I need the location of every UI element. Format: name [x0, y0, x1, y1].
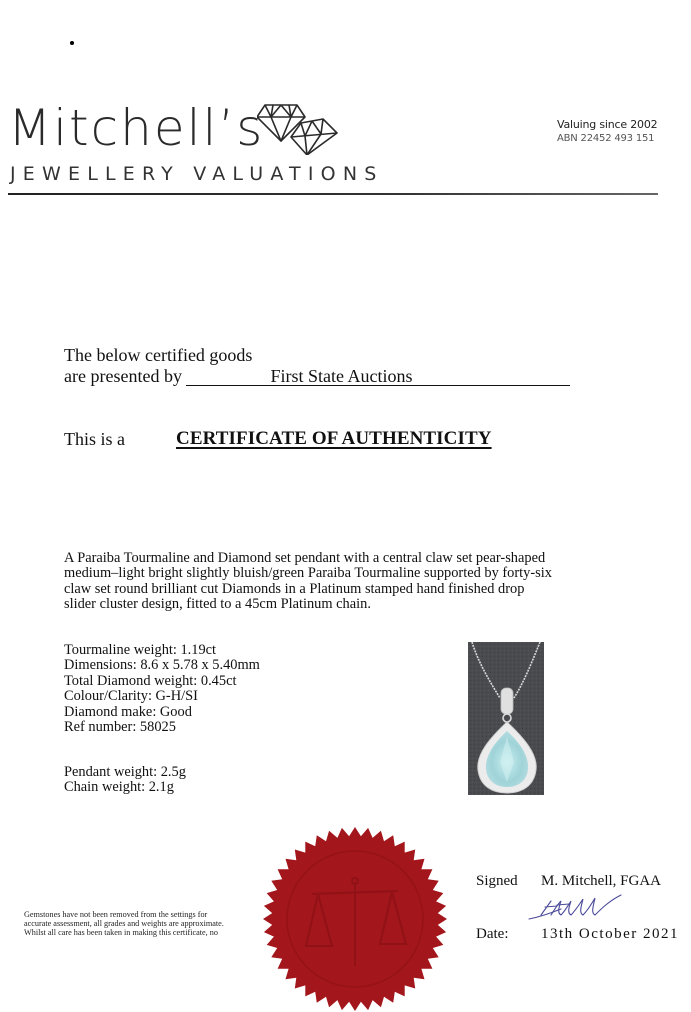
specifications-list: [64, 643, 260, 735]
presented-by-label: are presented by: [64, 366, 187, 386]
certificate-prefix: This is a: [64, 429, 125, 449]
spec-total-diamond-weight: Total Diamond weight: 0.45ct: [64, 672, 237, 689]
description-line: claw set round brilliant cut Diamonds in a Platinum stamped hand finished drop: [64, 580, 525, 597]
weights-list: [64, 765, 186, 796]
disclaimer-line: Whilst all care has been taken in making this certificate, no: [24, 928, 218, 938]
pendant-illustration: [468, 642, 544, 795]
description-line: A Paraiba Tourmaline and Diamond set pendant with a central claw set pear-shaped: [64, 550, 546, 566]
date-value: 13th October 2021: [541, 926, 679, 942]
disclaimer: [24, 910, 224, 938]
date-label: Date:: [476, 926, 509, 942]
signer-name: M. Mitchell, FGAA: [541, 873, 661, 889]
item-description: [64, 551, 564, 613]
diamonds-icon: [257, 103, 339, 155]
presented-by-line: [64, 366, 570, 387]
spec-ref-number: Ref number: 58025: [64, 719, 176, 736]
presented-by-value: First State Auctions: [270, 366, 413, 386]
spec-diamond-make: Diamond make: Good: [64, 703, 192, 720]
certificate-title: CERTIFICATE OF AUTHENTICITY: [176, 428, 492, 449]
intro-line: The below certified goods: [64, 345, 253, 365]
spec-colour-clarity: Colour/Clarity: G-H/SI: [64, 688, 198, 705]
handwritten-signature: [527, 893, 627, 923]
tagline: Valuing since 2002: [557, 118, 658, 131]
presented-by-field: [186, 367, 570, 386]
spec-tourmaline-weight: Tourmaline weight: 1.19ct: [64, 642, 217, 658]
chain-weight: Chain weight: 2.1g: [64, 779, 174, 796]
description-line: slider cluster design, fitted to a 45cm Platinum chain.: [64, 596, 371, 613]
description-line: medium–light bright slightly bluish/green Paraiba Tourmaline supported by forty-six: [64, 565, 552, 582]
spec-dimensions: Dimensions: 8.6 x 5.78 x 5.40mm: [64, 657, 260, 674]
wax-seal: [262, 826, 448, 1012]
abn-number: ABN 22452 493 151: [557, 133, 655, 144]
scan-speck: [70, 41, 74, 45]
disclaimer-line: Gemstones have not been removed from the settings for: [24, 910, 208, 919]
signed-label: Signed: [476, 873, 518, 889]
brand-name: Mitchell’s: [8, 99, 265, 157]
header-divider: [8, 193, 658, 195]
brand-subtitle: JEWELLERY VALUATIONS: [10, 163, 384, 185]
pendant-photo: [468, 642, 544, 795]
disclaimer-line: accurate assessment, all grades and weights are approximate.: [24, 919, 224, 929]
pendant-weight: Pendant weight: 2.5g: [64, 764, 186, 780]
